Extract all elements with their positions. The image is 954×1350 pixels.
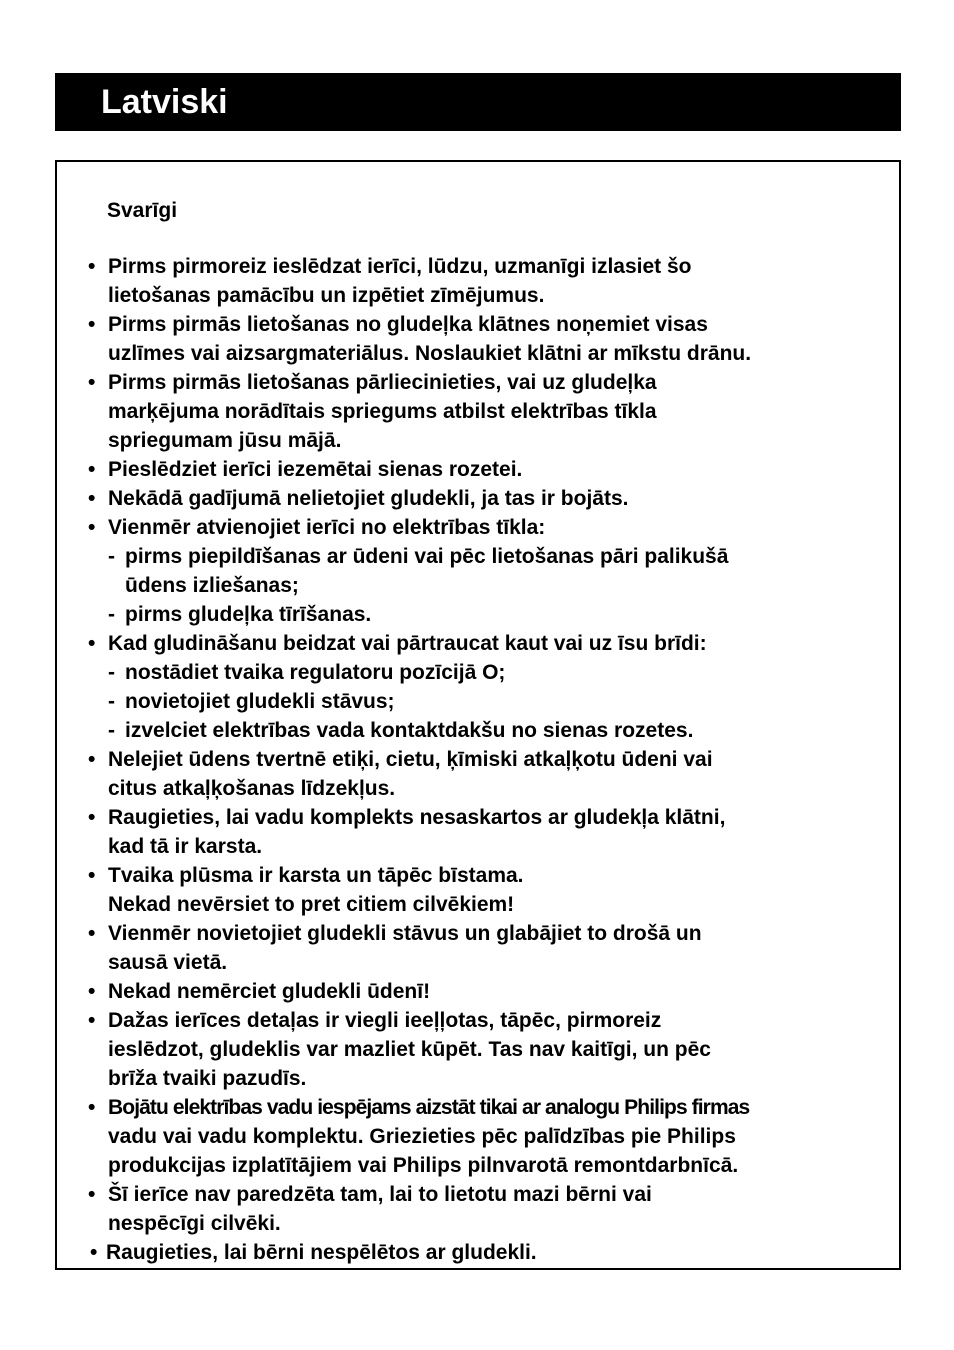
bullet-icon: •: [88, 458, 96, 481]
list-item: [57, 252, 899, 310]
list-item: [57, 861, 899, 919]
bullet-icon: •: [88, 1009, 96, 1032]
bullet-icon: •: [88, 516, 96, 539]
list-item-text: Nekad nemērciet gludekli ūdenī!: [108, 980, 431, 1003]
sub-list-item-text: pirms piepildīšanas ar ūdeni vai pēc lietošanas pāri palikušā ūdens izliešanas;: [125, 545, 729, 597]
list-item-text: Pieslēdziet ierīci iezemētai sienas rozetei.: [108, 458, 523, 481]
list-item-text: Kad gludināšanu beidzat vai pārtraucat kaut vai uz īsu brīdi:: [108, 632, 707, 655]
sub-list-item: [57, 687, 899, 716]
language-title: Latviski: [101, 83, 228, 121]
bullet-icon: •: [88, 806, 96, 829]
bullet-icon: •: [88, 1096, 96, 1119]
list-item-text: Raugieties, lai vadu komplekts nesaskartos ar gludekļa klātni, kad tā ir karsta.: [108, 806, 726, 858]
sub-list-item: [57, 600, 899, 629]
section-title: Svarīgi: [107, 199, 178, 222]
bullet-icon: •: [88, 1183, 96, 1206]
dash-icon: -: [108, 719, 115, 742]
list-item: [57, 1006, 899, 1093]
list-item: [57, 745, 899, 803]
list-item-text: Šī ierīce nav paredzēta tam, lai to lietotu mazi bērni vai nespēcīgi cilvēki.: [108, 1183, 652, 1235]
list-item: [57, 513, 899, 542]
list-item: [57, 484, 899, 513]
list-item: [57, 455, 899, 484]
list-item: [57, 1238, 899, 1267]
list-item-lead-text: Bojātu elektrības vadu iespējams aizstāt tikai ar analogu Philips firmas: [108, 1096, 750, 1119]
bullet-icon: •: [88, 313, 96, 336]
sub-list-item-text: nostādiet tvaika regulatoru pozīcijā O;: [125, 661, 506, 684]
list-item: [57, 1093, 899, 1180]
sub-list-item: [57, 658, 899, 687]
list-item: [57, 803, 899, 861]
list-item: [57, 629, 899, 658]
list-item: [57, 368, 899, 455]
dash-icon: -: [108, 545, 115, 568]
safety-content-box: [55, 160, 901, 1270]
list-item-text: Pirms pirmās lietošanas no gludeļka klātnes noņemiet visas uzlīmes vai aizsargmateriālus. Noslaukiet klātni ar mīkstu drānu.: [108, 313, 752, 365]
sub-list-item: [57, 716, 899, 745]
dash-icon: -: [108, 603, 115, 626]
list-item-text: Nekādā gadījumā nelietojiet gludekli, ja tas ir bojāts.: [108, 487, 629, 510]
sub-list-item-text: novietojiet gludekli stāvus;: [125, 690, 395, 713]
list-item-text: Nelejiet ūdens tvertnē etiķi, cietu, ķīmiski atkaļķotu ūdeni vai citus atkaļķošanas līdzekļus.: [108, 748, 713, 800]
bullet-icon: •: [88, 632, 96, 655]
sub-list-item: [57, 542, 899, 600]
sub-list-item-text: izvelciet elektrības vada kontaktdakšu no sienas rozetes.: [125, 719, 694, 742]
list-item-text: Vienmēr atvienojiet ierīci no elektrības tīkla:: [108, 516, 546, 539]
safety-list: [57, 252, 899, 1267]
bullet-icon: •: [88, 371, 96, 394]
language-header-bar: [55, 73, 901, 131]
bullet-icon: •: [88, 487, 96, 510]
bullet-icon: •: [90, 1241, 98, 1264]
bullet-icon: •: [88, 980, 96, 1003]
list-item-text: Vienmēr novietojiet gludekli stāvus un glabājiet to drošā un sausā vietā.: [108, 922, 702, 974]
bullet-icon: •: [88, 922, 96, 945]
bullet-icon: •: [88, 864, 96, 887]
list-item-text: Dažas ierīces detaļas ir viegli ieeļļotas, tāpēc, pirmoreiz ieslēdzot, gludeklis var mazliet kūpēt. Tas nav kaitīgi, un pēc brīža tvaiki pazudīs.: [108, 1009, 711, 1090]
sub-list-item-text: pirms gludeļka tīrīšanas.: [125, 603, 372, 626]
list-item-text: vadu vai vadu komplektu. Griezieties pēc palīdzības pie Philips produkcijas izplatītājiem vai Philips pilnvarotā remontdarbnīcā.: [108, 1125, 739, 1177]
list-item: [57, 1180, 899, 1238]
list-item: [57, 310, 899, 368]
list-item: [57, 919, 899, 977]
list-item-text: Tvaika plūsma ir karsta un tāpēc bīstama. Nekad nevērsiet to pret citiem cilvēkiem!: [108, 864, 524, 916]
dash-icon: -: [108, 690, 115, 713]
list-item: [57, 977, 899, 1006]
list-item-text: Pirms pirmās lietošanas pārliecinieties, vai uz gludeļka marķējuma norādītais spriegums atbilst elektrības tīkla spriegumam jūsu mājā.: [108, 371, 657, 452]
list-item-text: Raugieties, lai bērni nespēlētos ar gludekli.: [106, 1241, 537, 1264]
bullet-icon: •: [88, 748, 96, 771]
dash-icon: -: [108, 661, 115, 684]
list-item-text: Pirms pirmoreiz ieslēdzat ierīci, lūdzu, uzmanīgi izlasiet šo lietošanas pamācību un izpētiet zīmējumus.: [108, 255, 692, 307]
bullet-icon: •: [88, 255, 96, 278]
